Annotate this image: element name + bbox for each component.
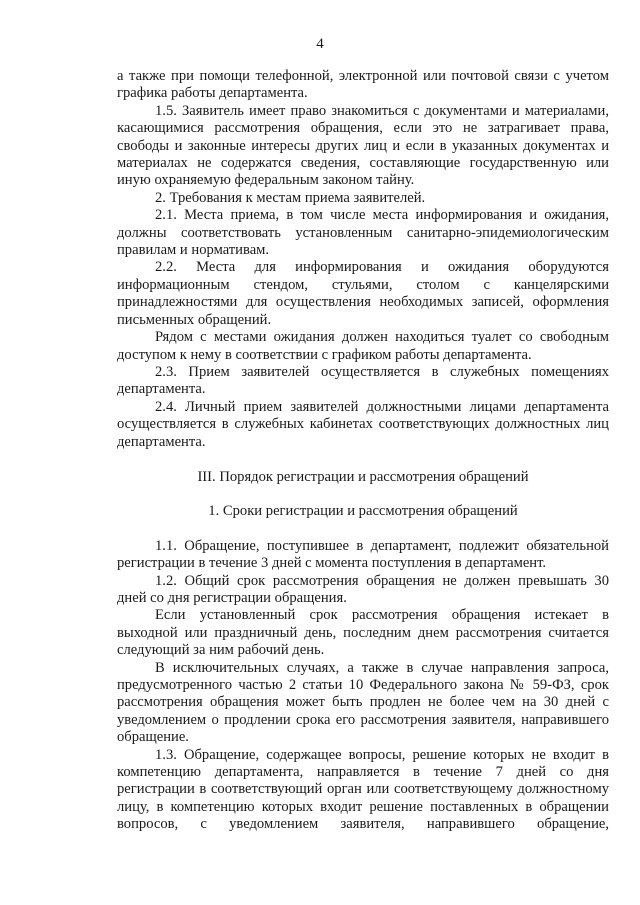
paragraph: Если установленный срок рассмотрения обращения истекает в выходной или праздничный день, последним днем рассмотрения считается следующий за ним рабочий день. xyxy=(117,607,609,659)
paragraph: а также при помощи телефонной, электронной или почтовой связи с учетом графика работы департамента. xyxy=(117,68,609,102)
paragraph: В исключительных случаях, а также в случае направления запроса, предусмотренного частью 2 статьи 10 Федерального закона № 59-ФЗ, срок рассмотрения обращения может быть продлен не более чем на 30 дней с уведомлением о продлении срока его рассмотрения заявителя, направившего обращение. xyxy=(117,659,609,746)
paragraph: 2. Требования к местам приема заявителей. xyxy=(155,189,426,206)
paragraph: 2.4. Личный прием заявителей должностными лицами департамента осуществляется в служебных кабинетах соответствующих должностных лиц департамента. xyxy=(117,398,609,450)
paragraph: 2.1. Места приема, в том числе места информирования и ожидания, должны соответствовать установленным санитарно-эпидемиологическим правилам и нормативам. xyxy=(117,207,609,259)
section-heading: III. Порядок регистрации и рассмотрения обращений xyxy=(197,468,529,485)
paragraph: 1.3. Обращение, содержащее вопросы, решение которых не входит в компетенцию департамента, направляется в течение 7 дней со дня регистрации в соответствующий орган или соответствующему должностному лицу, в компетенцию которых входит решение поставленных в обращении вопросов, с уведомлением заявителя, направившего обращение, xyxy=(117,746,609,833)
paragraph: 1.1. Обращение, поступившее в департамент, подлежит обязательной регистрации в течение 3 дней с момента поступления в департамент. xyxy=(117,537,609,572)
paragraph: 2.2. Места для информирования и ожидания оборудуются информационным стендом, стульями, столом с канцелярскими принадлежностями для осуществления необходимых записей, оформления письменных обращений. xyxy=(117,259,609,328)
document-body xyxy=(117,68,609,834)
paragraph: 2.3. Прием заявителей осуществляется в служебных помещениях департамента. xyxy=(117,363,609,398)
page-number: 4 xyxy=(316,36,324,52)
subsection-heading: 1. Сроки регистрации и рассмотрения обращений xyxy=(208,503,518,520)
paragraph: Рядом с местами ожидания должен находиться туалет со свободным доступом к нему в соответствии с графиком работы департамента. xyxy=(117,329,609,363)
paragraph: 1.2. Общий срок рассмотрения обращения не должен превышать 30 дней со дня регистрации обращения. xyxy=(117,572,609,606)
paragraph: 1.5. Заявитель имеет право знакомиться с документами и материалами, касающимися рассмотрения обращения, если это не затрагивает права, свободы и законные интересы других лиц и если в указанных документах и материалах не содержатся сведения, составляющие государственную или иную охраняемую федеральным законом тайну. xyxy=(117,102,609,189)
